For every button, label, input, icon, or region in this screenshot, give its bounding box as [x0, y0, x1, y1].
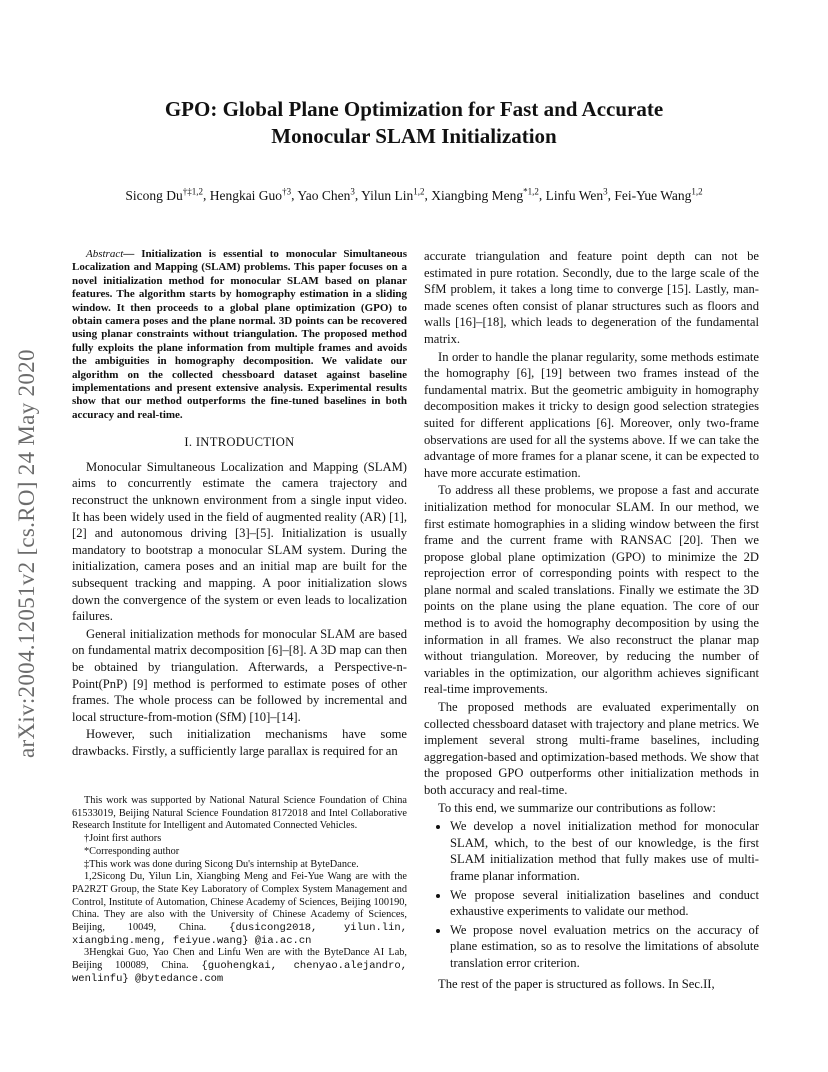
- title-line-2: Monocular SLAM Initialization: [271, 124, 557, 148]
- author: Fei-Yue Wang$^{1,2}$: [614, 186, 703, 203]
- author: Hengkai Guo$^{\dagger 3}$: [209, 186, 292, 203]
- author: Yao Chen$^3$: [297, 186, 355, 203]
- abstract-text: — Initialization is essential to monocular Simultaneous Localization and Mapping (SLAM) problems. This paper focuses on a novel initialization method for monocular SLAM based on planar features. The algorithm starts by homography estimation in a sliding window. It then proceeds to a global plane optimization (GPO) to obtain camera poses and the plane normal. 3D points can be recovered using planar constraints without triangulation. The proposed method fully exploits the plane information from multiple frames and avoids the ambiguities in homography decomposition. We validate our algorithm on the collected chessboard dataset against baseline implementations and present extensive analysis. Experimental results show that our method outperforms the fine-tuned baselines in both accuracy and real-time.: [72, 248, 407, 421]
- footnote-funding: This work was supported by National Natural Science Foundation of China 61533019, Beijing Natural Science Foundation 8172018 and Intel Collaborative Research Institute for Intelligent and Automated Connected Vehicles.: [72, 795, 407, 832]
- affiliation-3-emails: {guohengkai, chenyao.alejandro, wenlinfu} @bytedance.com: [72, 960, 407, 985]
- paper-title: [0, 96, 828, 150]
- right-column: [424, 248, 759, 993]
- footnote-joint: †Joint first authors: [84, 833, 162, 845]
- paragraph: accurate triangulation and feature point depth can not be estimated in pure rotation. Secondly, due to the large scale of the SfM problem, it takes a long time to converge [15]. Lastly, man-made scenes often consist of planar structures such as floors and walls [16]–[18], which leads to degeneration of the fundamental matrix.: [424, 249, 759, 346]
- paragraph: To this end, we summarize our contributions as follow:: [438, 800, 716, 815]
- author-list: Sicong Du$^{\dagger\ddagger 1,2}$, Hengkai Guo$^{\dagger 3}$, Yao Chen$^3$, Yilun Lin$^{1,2}$, Xiangbing Meng$^{*1,2}$, Linfu Wen$^3$, Fei-Yue Wang$^{1,2}$: [125, 186, 703, 203]
- footnote-internship: ‡This work was done during Sicong Du's internship at ByteDance.: [84, 858, 359, 870]
- left-column: [72, 248, 407, 761]
- paragraph: General initialization methods for monocular SLAM are based on fundamental matrix decomposition [6]–[8]. A 3D map can then be obtained by triangulation. Afterwards, a Perspective-n-Point(PnP) [9] method is performed to estimate poses of other frames. The whole process can be followed by incremental and local structure-from-motion (SfM) [10]–[14].: [72, 626, 407, 724]
- footnote-corresponding: *Corresponding author: [84, 845, 180, 857]
- section-heading-introduction: I. INTRODUCTION: [184, 435, 295, 450]
- paragraph: To address all these problems, we propose a fast and accurate initialization method for monocular SLAM. In our method, we first estimate homographies in a sliding window between the first frame and the current frame with RANSAC [20]. Then we propose global plane optimization (GPO) to minimize the 2D reprojection error of corresponding points with respect to the plane normal and scaled translations. Finally we estimate the 3D points on the plane using the plane equation. The core of our method is to avoid the homography decomposition by using the information in all frames. We also reconstruct the planar map without triangulation. Moreover, by reducing the number of variables in the optimization, our algorithm achieves significant real-time improvements.: [424, 483, 759, 697]
- paragraph: The proposed methods are evaluated experimentally on collected chessboard dataset with trajectory and plane metrics. We implement several strong multi-frame baselines, including aggregation-based and optimization-based methods. We show that the proposed GPO outperforms other initialization methods in both accuracy and real-time.: [424, 700, 759, 797]
- list-item: • We propose several initialization baselines and conduct exhaustive experiments to validate our method.: [450, 887, 759, 920]
- title-line-1: GPO: Global Plane Optimization for Fast and Accurate: [164, 97, 664, 121]
- affiliation-1-emails: {dusicong2018, yilun.lin, xiangbing.meng, feiyue.wang} @ia.ac.cn: [72, 922, 408, 947]
- author: Xiangbing Meng$^{*1,2}$: [431, 186, 539, 203]
- paragraph: Monocular Simultaneous Localization and Mapping (SLAM) aims to concurrently estimate the camera trajectory and reconstruct the unknown environment from a single input video. It has been widely used in the field of augmented reality (AR) [1], [2] and autonomous driving [3]–[5]. Initialization is usually mandatory to bootstrap a monocular SLAM system. During the initialization, camera poses and an initial map are built for the subsequent tracking and mapping. A poor initialization slows down the convergence of the system or even leads to localization failures.: [72, 459, 407, 624]
- paragraph: However, such initialization mechanisms have some drawbacks. Firstly, a sufficiently large parallax is required for an: [72, 727, 407, 758]
- paragraph: The rest of the paper is structured as follows. In Sec.II,: [438, 976, 715, 991]
- footnotes: [72, 795, 407, 986]
- author: Yilun Lin$^{1,2}$: [361, 186, 425, 203]
- author: Linfu Wen$^3$: [545, 186, 608, 203]
- list-item: • We develop a novel initialization method for monocular SLAM, which, to the best of our knowledge, is the first SLAM initialization method that fully makes use of multi-frame planar information.: [450, 818, 759, 884]
- arxiv-stamp: arXiv:2004.12051v2 [cs.RO] 24 May 2020: [14, 349, 39, 758]
- paragraph: In order to handle the planar regularity, some methods estimate the homography [6], [19] between two frames instead of the fundamental matrix. But the geometric ambiguity in homography decomposition makes it tricky to design good selection strategies suited for different applications [6]. Moreover, only two-frame observations are used for all the systems above. If we can take the advantage of more frames for a planar scene, it can be expected to have more accurate estimation.: [424, 349, 759, 480]
- footnote-affiliation-1: 1,2Sicong Du, Yilun Lin, Xiangbing Meng and Fei-Yue Wang are with the PA2R2T Group, the State Key Laboratory of Complex System Management and Control, Institute of Automation, Chinese Academy of Sciences, Beijing 100190, China. They are also with the University of Chinese Academy of Sciences, Beijing, 10049, China. {dusicong2018, yilun.lin, xiangbing.meng, feiyue.wang} @ia.ac.cn: [72, 871, 408, 947]
- author: Sicong Du$^{\dagger\ddagger 1,2}$: [125, 186, 203, 203]
- footnote-affiliation-3: 3Hengkai Guo, Yao Chen and Linfu Wen are with the ByteDance AI Lab, Beijing 100089, China. {guohengkai, chenyao.alejandro, wenlinfu} @bytedance.com: [72, 947, 407, 985]
- contribution-list: [424, 818, 759, 971]
- abstract: [72, 248, 407, 422]
- abstract-lead: Abstract: [86, 248, 124, 260]
- list-item: • We propose novel evaluation metrics on the accuracy of plane estimation, so as to resolve the limitations of absolute translation error criterion.: [450, 922, 759, 972]
